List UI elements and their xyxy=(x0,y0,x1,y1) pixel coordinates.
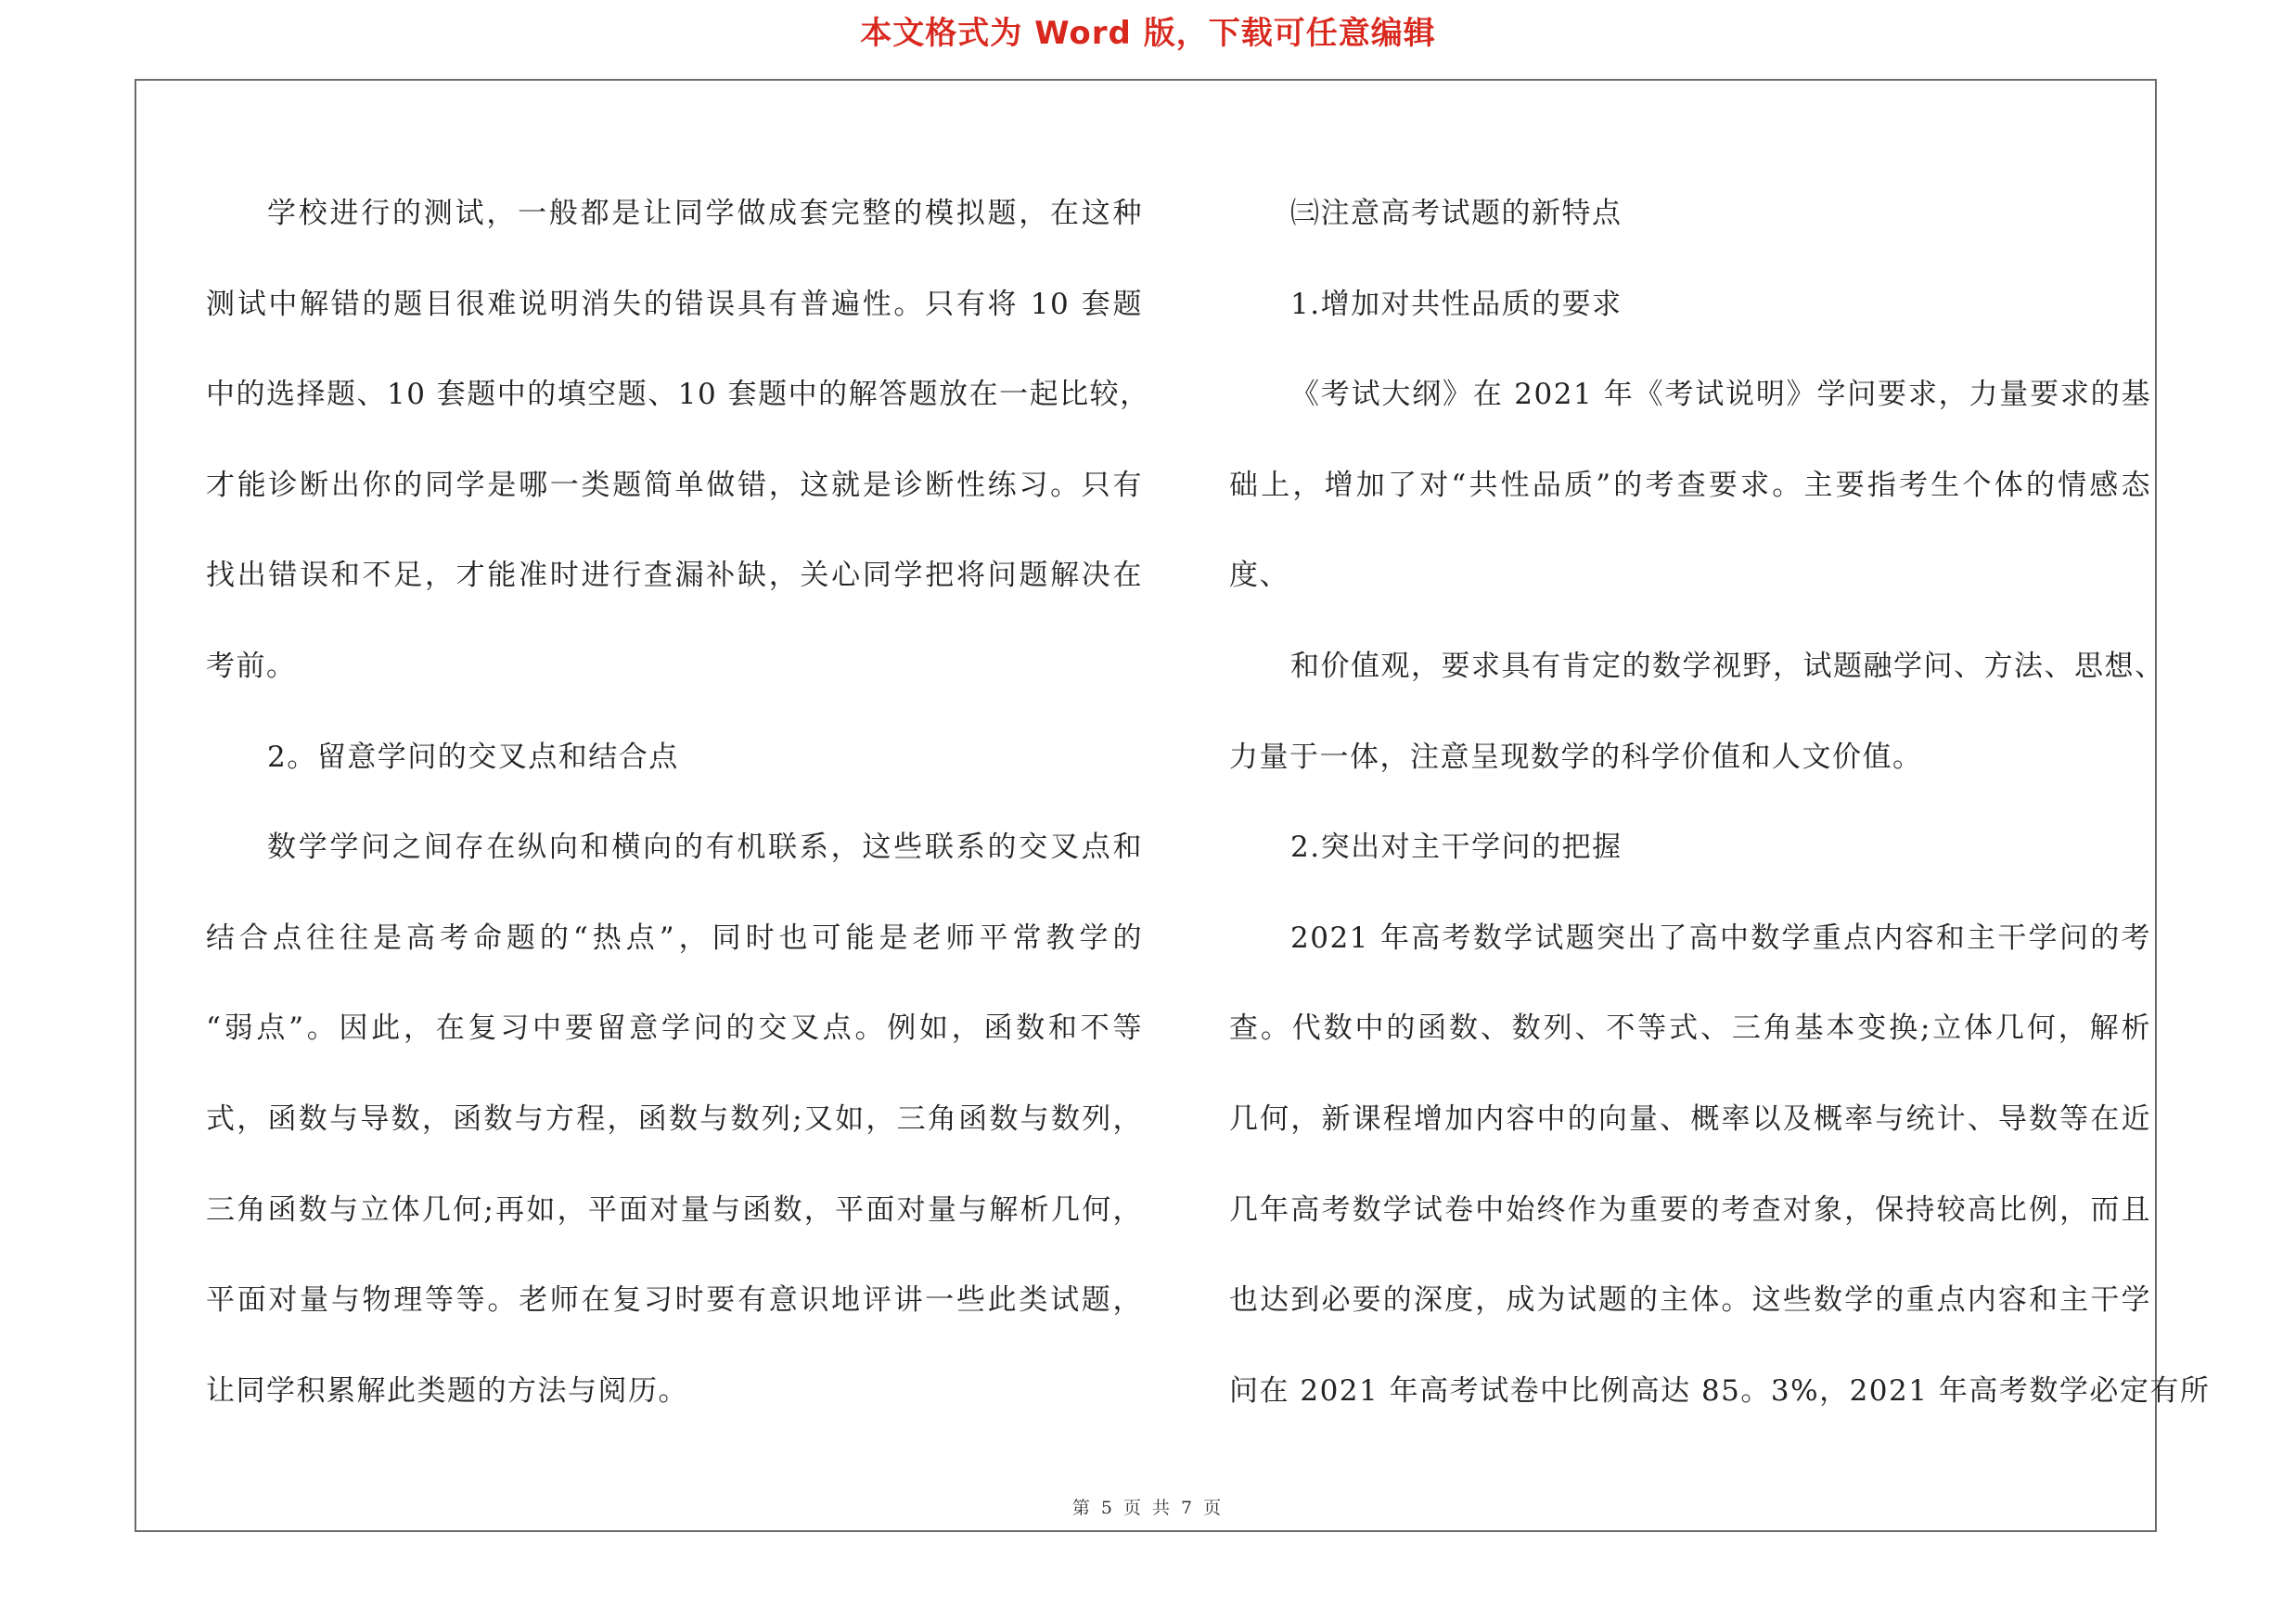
text-line: 才能诊断出你的同学是哪一类题简单做错，这就是诊断性练习。只有 xyxy=(206,468,1143,502)
text-line: 平面对量与物理等等。老师在复习时要有意识地评讲一些此类试题， xyxy=(206,1283,1143,1318)
text-line: “弱点”。因此，在复习中要留意学问的交叉点。例如，函数和不等 xyxy=(206,1011,1143,1046)
text-line: 式，函数与导数，函数与方程，函数与数列;又如，三角函数与数列， xyxy=(206,1102,1143,1136)
text-line: 2。留意学问的交叉点和结合点 xyxy=(267,740,679,774)
text-line: 2.突出对主干学问的把握 xyxy=(1290,831,1623,865)
text-line: 1.增加对共性品质的要求 xyxy=(1290,287,1623,321)
text-line: ㈢注意高考试题的新特点 xyxy=(1290,197,1623,230)
text-line: 础上，增加了对“共性品质”的考查要求。主要指考生个体的情感态 xyxy=(1229,468,2151,502)
page-number-footer: 第 5 页 共 7 页 xyxy=(1071,1498,1225,1518)
text-line: 力量于一体，注意呈现数学的科学价值和人文价值。 xyxy=(1229,740,1923,774)
text-line: 找出错误和不足，才能准时进行查漏补缺，关心同学把将问题解决在 xyxy=(206,559,1143,593)
text-line: 也达到必要的深度，成为试题的主体。这些数学的重点内容和主干学 xyxy=(1229,1283,2151,1318)
text-line: 中的选择题、10 套题中的填空题、10 套题中的解答题放在一起比较， xyxy=(206,378,1150,412)
text-line: 查。代数中的函数、数列、不等式、三角基本变换;立体几何，解析 xyxy=(1229,1011,2151,1046)
text-line: 测试中解错的题目很难说明消失的错误具有普遍性。只有将 10 套题 xyxy=(206,287,1143,321)
text-line: 三角函数与立体几何;再如，平面对量与函数，平面对量与解析几何， xyxy=(206,1192,1143,1227)
document-header-notice: 本文格式为 Word 版，下载可任意编辑 xyxy=(860,15,1436,52)
text-line: 度、 xyxy=(1229,559,1289,593)
text-line: 问在 2021 年高考试卷中比例高达 85。3%，2021 年高考数学必定有所 xyxy=(1229,1373,2211,1408)
text-line: 让同学积累解此类题的方法与阅历。 xyxy=(206,1373,688,1408)
text-line: 数学学问之间存在纵向和横向的有机联系，这些联系的交叉点和 xyxy=(267,831,1143,865)
text-line: 和价值观，要求具有肯定的数学视野，试题融学问、方法、思想、 xyxy=(1290,650,2165,683)
text-line: 2021 年高考数学试题突出了高中数学重点内容和主干学问的考 xyxy=(1290,921,2151,955)
text-line: 结合点往往是高考命题的“热点”，同时也可能是老师平常教学的 xyxy=(206,921,1143,955)
text-line: 《考试大纲》在 2021 年《考试说明》学问要求，力量要求的基 xyxy=(1290,378,2151,412)
text-line: 考前。 xyxy=(206,650,297,683)
text-line: 几何，新课程增加内容中的向量、概率以及概率与统计、导数等在近 xyxy=(1229,1102,2151,1136)
text-line: 几年高考数学试卷中始终作为重要的考查对象，保持较高比例，而且 xyxy=(1229,1192,2151,1227)
text-line: 学校进行的测试，一般都是让同学做成套完整的模拟题，在这种 xyxy=(267,197,1143,230)
